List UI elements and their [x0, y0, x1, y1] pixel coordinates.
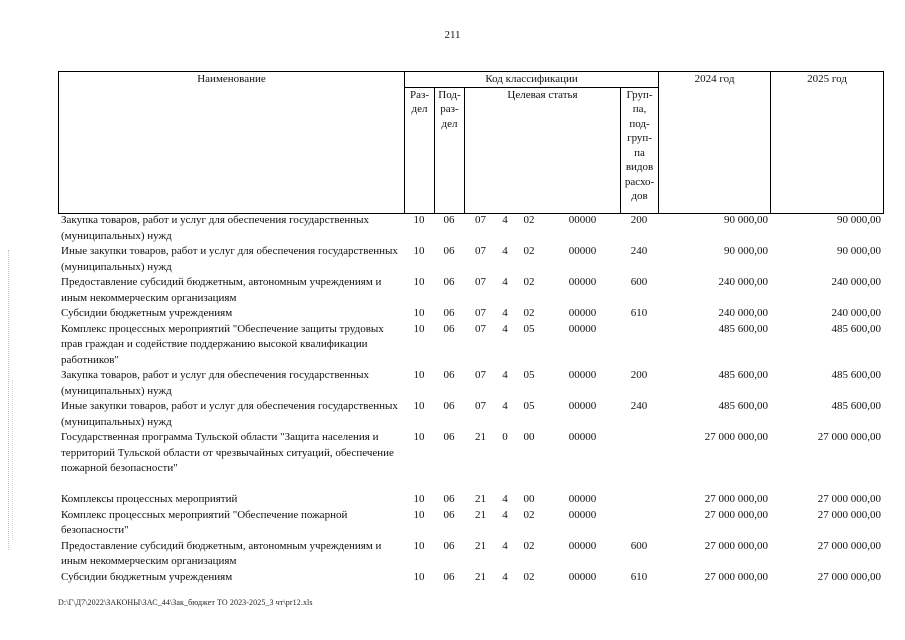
row-podrazdel: 06: [443, 400, 455, 412]
row-group: [620, 508, 658, 539]
budget-table: [58, 213, 883, 585]
row-target-1: 21: [475, 570, 486, 583]
row-name: Предоставление субсидий бюджетным, автономным учреждениям и иным некоммерческим организациям: [61, 276, 382, 304]
row-target-1: 21: [475, 431, 486, 443]
row-target-3: 05: [523, 322, 535, 335]
row-value-2024: 27 000 000,00: [704, 570, 768, 583]
file-path-footer: D:\Г\Д7\2022\ЗАКОНЫ\ЗАС_44\Зак_бюджет ТО 2023-2025_3 чт\pr12.xls: [58, 598, 313, 607]
table-row: [58, 244, 883, 275]
row-group: 610: [630, 570, 648, 583]
row-target-1: 21: [475, 508, 486, 521]
row-group: [620, 322, 658, 369]
scan-margin-marks-2: [12, 380, 14, 540]
table-row: [58, 492, 883, 508]
row-podrazdel: 06: [443, 493, 455, 505]
row-value-2025: 240 000,00: [831, 276, 881, 288]
table-row: [58, 275, 883, 306]
header-name: Наименование: [59, 72, 405, 214]
row-target-4: 00000: [568, 307, 597, 319]
row-target-3: 02: [523, 307, 535, 319]
row-target-2: 0: [502, 431, 508, 443]
row-target-1: 21: [475, 539, 486, 552]
row-group: 240: [630, 245, 648, 257]
row-name: Закупка товаров, работ и услуг для обеспечения государственных (муниципальных) нужд: [61, 369, 370, 397]
row-target-1: 07: [475, 276, 486, 288]
row-target-4: 00000: [568, 570, 597, 583]
header-code: Код классификации: [405, 72, 659, 88]
row-target-4: 00000: [568, 214, 597, 226]
row-target-3: 02: [523, 214, 535, 226]
row-razdel: 10: [413, 508, 425, 521]
row-razdel: 10: [413, 276, 425, 288]
row-value-2024: 90 000,00: [724, 214, 768, 226]
row-target-3: 02: [523, 570, 535, 583]
row-podrazdel: 06: [443, 245, 455, 257]
row-target-2: 4: [502, 570, 508, 583]
row-target-2: 4: [502, 493, 508, 505]
row-razdel: 10: [413, 539, 425, 552]
row-target-4: 00000: [568, 245, 597, 257]
row-razdel: 10: [413, 214, 425, 226]
row-podrazdel: 06: [443, 322, 455, 335]
row-target-2: 4: [502, 307, 508, 319]
row-podrazdel: 06: [443, 307, 455, 319]
row-group: [620, 430, 658, 492]
table-row: [58, 322, 883, 369]
row-target-3: 02: [523, 508, 535, 521]
scan-margin-marks: [8, 250, 10, 550]
row-value-2024: 240 000,00: [718, 276, 768, 288]
row-name: Комплексы процессных мероприятий: [61, 493, 238, 505]
row-target-4: 00000: [568, 508, 597, 521]
row-value-2025: 27 000 000,00: [817, 570, 881, 583]
table-row: [58, 570, 883, 586]
row-name: Предоставление субсидий бюджетным, автономным учреждениям и иным некоммерческим организациям: [61, 539, 382, 567]
table-row: [58, 306, 883, 322]
row-razdel: 10: [413, 369, 425, 381]
row-target-4: 00000: [568, 431, 597, 443]
row-value-2025: 240 000,00: [831, 307, 881, 319]
row-value-2024: 240 000,00: [718, 307, 768, 319]
row-razdel: 10: [413, 322, 425, 335]
row-target-2: 4: [502, 276, 508, 288]
row-podrazdel: 06: [443, 214, 455, 226]
row-razdel: 10: [413, 570, 425, 583]
row-target-2: 4: [502, 508, 508, 521]
row-target-3: 05: [523, 369, 535, 381]
table-row: [58, 430, 883, 492]
row-value-2024: 90 000,00: [724, 245, 768, 257]
row-group: 200: [630, 369, 648, 381]
row-target-1: 07: [475, 322, 486, 335]
row-target-4: 00000: [568, 276, 597, 288]
row-podrazdel: 06: [443, 508, 455, 521]
row-value-2024: 485 600,00: [718, 322, 768, 335]
row-value-2024: 27 000 000,00: [704, 539, 768, 552]
row-target-4: 00000: [568, 369, 597, 381]
row-target-4: 00000: [568, 493, 597, 505]
row-value-2025: 485 600,00: [831, 322, 881, 335]
row-value-2024: 27 000 000,00: [704, 493, 768, 505]
row-name: Комплекс процессных мероприятий "Обеспечение защиты трудовых прав граждан и содействие поддержанию высокой квалификации работников": [61, 322, 384, 366]
row-podrazdel: 06: [443, 431, 455, 443]
row-target-3: 02: [523, 539, 535, 552]
row-value-2025: 27 000 000,00: [817, 539, 881, 552]
table-row: [58, 213, 883, 244]
row-name: Субсидии бюджетным учреждениям: [61, 307, 233, 319]
row-target-3: 02: [523, 245, 535, 257]
row-podrazdel: 06: [443, 539, 455, 552]
header-group: Груп- па, под- груп- па видов расхо- дов: [621, 87, 659, 213]
header-target-article: Целевая статья: [465, 87, 621, 213]
row-value-2025: 485 600,00: [831, 400, 881, 412]
row-group: [620, 492, 658, 508]
row-name: Иные закупки товаров, работ и услуг для обеспечения государственных (муниципальных) нужд: [61, 245, 398, 273]
row-razdel: 10: [413, 400, 425, 412]
row-value-2024: 27 000 000,00: [704, 431, 768, 443]
page-number: 211: [444, 29, 461, 41]
row-name: Государственная программа Тульской области "Защита населения и территорий Тульской области от чрезвычайных ситуаций, обеспечение пожарной безопасности": [61, 431, 394, 474]
header-razdel: Раз- дел: [405, 87, 435, 213]
row-name: Иные закупки товаров, работ и услуг для обеспечения государственных (муниципальных) нужд: [61, 400, 398, 428]
row-podrazdel: 06: [443, 369, 455, 381]
row-target-3: 00: [523, 493, 535, 505]
row-value-2024: 485 600,00: [718, 369, 768, 381]
row-razdel: 10: [413, 431, 425, 443]
row-target-1: 07: [475, 214, 486, 226]
row-razdel: 10: [413, 307, 425, 319]
row-target-1: 07: [475, 307, 486, 319]
row-group: 240: [630, 400, 648, 412]
row-target-2: 4: [502, 245, 508, 257]
row-target-3: 02: [523, 276, 535, 288]
row-value-2024: 27 000 000,00: [704, 508, 768, 521]
table-row: [58, 399, 883, 430]
row-name: Закупка товаров, работ и услуг для обеспечения государственных (муниципальных) нужд: [61, 214, 370, 242]
row-value-2025: 485 600,00: [831, 369, 881, 381]
row-value-2025: 27 000 000,00: [817, 493, 881, 505]
table-row: [58, 508, 883, 539]
row-value-2025: 90 000,00: [837, 214, 881, 226]
row-target-1: 07: [475, 369, 486, 381]
row-name: Комплекс процессных мероприятий "Обеспечение пожарной безопасности": [61, 508, 348, 536]
header-year-2024: 2024 год: [659, 72, 771, 214]
row-value-2025: 27 000 000,00: [817, 508, 881, 521]
row-target-1: 07: [475, 400, 486, 412]
table-row: [58, 368, 883, 399]
row-group: 610: [630, 307, 648, 319]
row-razdel: 10: [413, 493, 425, 505]
header-podrazdel: Под- раз- дел: [435, 87, 465, 213]
table-header: [58, 71, 884, 214]
row-podrazdel: 06: [443, 570, 455, 583]
row-target-2: 4: [502, 400, 508, 412]
row-group: 200: [630, 214, 648, 226]
row-target-1: 21: [475, 493, 486, 505]
row-target-4: 00000: [568, 539, 597, 552]
row-value-2024: 485 600,00: [718, 400, 768, 412]
row-value-2025: 90 000,00: [837, 245, 881, 257]
row-target-3: 00: [523, 431, 535, 443]
table-row: [58, 539, 883, 570]
row-group: 600: [630, 539, 648, 552]
row-target-2: 4: [502, 369, 508, 381]
row-podrazdel: 06: [443, 276, 455, 288]
row-target-2: 4: [502, 539, 508, 552]
row-target-2: 4: [502, 214, 508, 226]
row-razdel: 10: [413, 245, 425, 257]
row-target-4: 00000: [568, 400, 597, 412]
row-name: Субсидии бюджетным учреждениям: [61, 570, 233, 583]
row-group: 600: [630, 276, 648, 288]
row-target-4: 00000: [568, 322, 597, 335]
header-year-2025: 2025 год: [771, 72, 884, 214]
row-value-2025: 27 000 000,00: [817, 431, 881, 443]
row-target-2: 4: [502, 322, 508, 335]
row-target-1: 07: [475, 245, 486, 257]
row-target-3: 05: [523, 400, 535, 412]
